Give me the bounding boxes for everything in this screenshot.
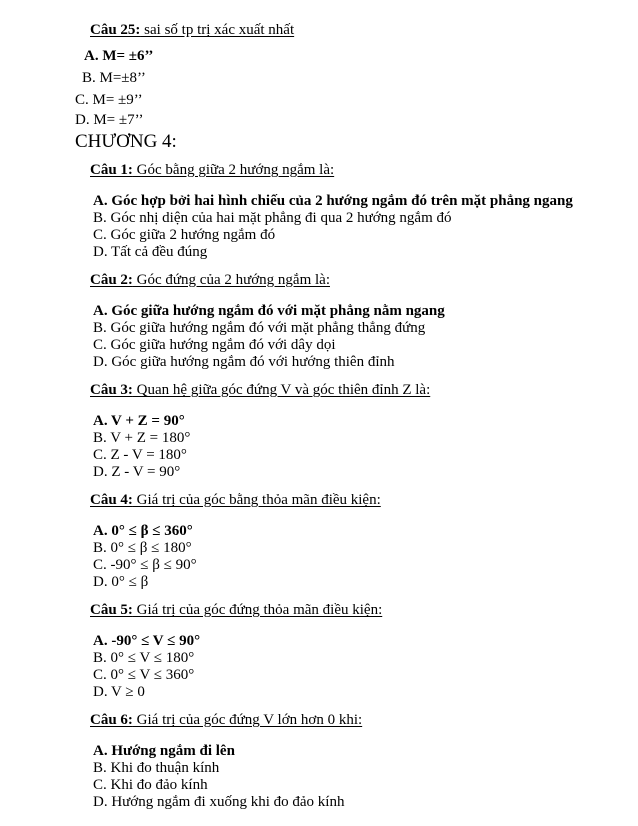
question-number: Câu 4: — [90, 492, 133, 508]
q6-option-c: C. Khi đo đảo kính — [93, 777, 208, 793]
question-6 — [90, 712, 362, 729]
question-number: Câu 6: — [90, 712, 133, 728]
q3-option-a: A. V + Z = 90° — [93, 413, 185, 429]
q1-option-c: C. Góc giữa 2 hướng ngắm đó — [93, 227, 276, 243]
q3-option-c: C. Z - V = 180° — [93, 447, 187, 463]
question-text: sai số tp trị xác xuất nhất — [140, 22, 295, 38]
question-text: Giá trị của góc đứng thỏa mãn điều kiện: — [132, 602, 383, 618]
q3-option-d: D. Z - V = 90° — [93, 464, 181, 480]
question-1 — [90, 162, 334, 179]
question-3 — [90, 382, 430, 399]
q25-option-b: B. M=±8’’ — [82, 70, 146, 86]
q2-option-c: C. Góc giữa hướng ngắm đó với dây dọi — [93, 337, 336, 353]
q4-option-b: B. 0° ≤ β ≤ 180° — [93, 540, 192, 556]
q5-option-a: A. -90° ≤ V ≤ 90° — [93, 633, 201, 649]
question-number: Câu 5: — [90, 602, 133, 618]
q6-option-d: D. Hướng ngắm đi xuống khi đo đảo kính — [93, 794, 345, 810]
q25-option-d: D. M= ±7’’ — [75, 112, 144, 128]
q6-option-a: A. Hướng ngắm đi lên — [93, 743, 235, 759]
question-number: Câu 25: — [90, 22, 141, 38]
q2-option-d: D. Góc giữa hướng ngắm đó với hướng thiên đỉnh — [93, 354, 395, 370]
q5-option-b: B. 0° ≤ V ≤ 180° — [93, 650, 195, 666]
question-5 — [90, 602, 382, 619]
question-25 — [90, 22, 294, 39]
q6-option-b: B. Khi đo thuận kính — [93, 760, 220, 776]
q4-option-a: A. 0° ≤ β ≤ 360° — [93, 523, 193, 539]
q1-option-d: D. Tất cả đều đúng — [93, 244, 208, 260]
q1-option-b: B. Góc nhị diện của hai mặt phẳng đi qua 2 hướng ngắm đó — [93, 210, 452, 226]
q3-option-b: B. V + Z = 180° — [93, 430, 191, 446]
question-text: Giá trị của góc đứng V lớn hơn 0 khi: — [132, 712, 363, 728]
question-number: Câu 3: — [90, 382, 133, 398]
question-text: Giá trị của góc bằng thỏa mãn điều kiện: — [132, 492, 381, 508]
question-number: Câu 1: — [90, 162, 133, 178]
q4-option-d: D. 0° ≤ β — [93, 574, 149, 590]
question-number: Câu 2: — [90, 272, 133, 288]
q2-option-b: B. Góc giữa hướng ngắm đó với mặt phẳng thẳng đứng — [93, 320, 426, 336]
question-2 — [90, 272, 330, 289]
chapter-title: CHƯƠNG 4: — [75, 131, 177, 152]
q4-option-c: C. -90° ≤ β ≤ 90° — [93, 557, 197, 573]
q1-option-a: A. Góc hợp bởi hai hình chiếu của 2 hướng ngắm đó trên mặt phẳng ngang — [93, 193, 573, 209]
question-text: Góc đứng của 2 hướng ngắm là: — [132, 272, 330, 288]
question-text: Góc bằng giữa 2 hướng ngắm là: — [132, 162, 335, 178]
q25-option-c: C. M= ±9’’ — [75, 92, 143, 108]
q5-option-c: C. 0° ≤ V ≤ 360° — [93, 667, 195, 683]
q2-option-a: A. Góc giữa hướng ngắm đó với mặt phẳng nằm ngang — [93, 303, 445, 319]
question-text: Quan hệ giữa góc đứng V và góc thiên đỉnh Z là: — [132, 382, 431, 398]
q5-option-d: D. V ≥ 0 — [93, 684, 145, 700]
q25-option-a: A. M= ±6’’ — [84, 48, 154, 64]
question-4 — [90, 492, 381, 509]
